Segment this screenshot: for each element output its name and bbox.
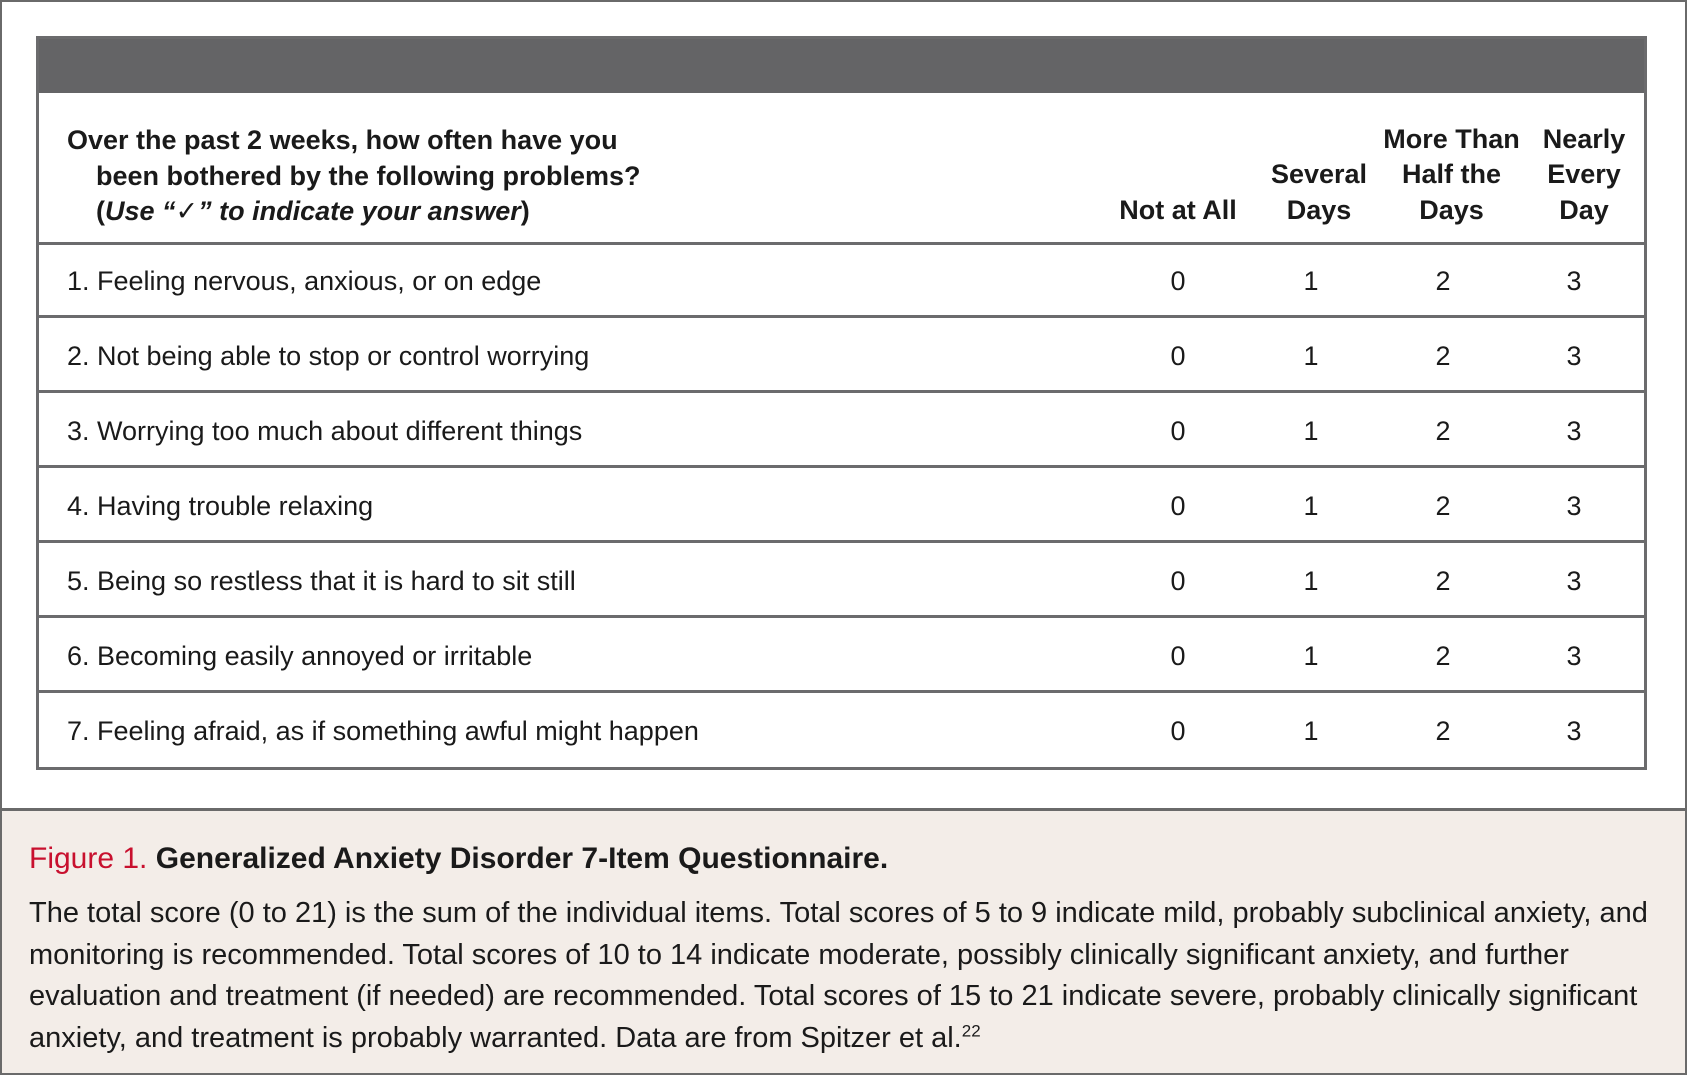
score-not-at-all: 0 <box>1170 266 1186 296</box>
score-nearly-every-day: 3 <box>1566 416 1582 446</box>
table-column-header-row <box>39 93 1644 245</box>
item-label: 2. Not being able to stop or control worrying <box>67 341 590 371</box>
score-several-days: 1 <box>1303 416 1319 446</box>
reference-superscript: 22 <box>961 1020 981 1040</box>
table-row <box>39 245 1644 318</box>
table-row <box>39 470 1644 543</box>
figure-label: Figure 1. <box>29 842 148 875</box>
score-more-than-half: 2 <box>1435 641 1451 671</box>
score-more-than-half: 2 <box>1435 491 1451 521</box>
score-more-than-half: 2 <box>1435 416 1451 446</box>
score-nearly-every-day: 3 <box>1566 566 1582 596</box>
column-header-nearly-every-day: Nearly Every Day <box>1542 123 1626 225</box>
score-several-days: 1 <box>1303 566 1319 596</box>
question-line-1: Over the past 2 weeks, how often have you <box>67 125 618 155</box>
score-several-days: 1 <box>1303 491 1319 521</box>
caption-body <box>29 893 1659 1059</box>
score-more-than-half: 2 <box>1435 341 1451 371</box>
score-not-at-all: 0 <box>1170 416 1186 446</box>
question-line-2: been bothered by the following problems? <box>96 160 641 191</box>
table-header-bar <box>39 39 1644 93</box>
score-nearly-every-day: 3 <box>1566 266 1582 296</box>
figure-caption <box>2 808 1685 1073</box>
score-not-at-all: 0 <box>1170 491 1186 521</box>
score-not-at-all: 0 <box>1170 341 1186 371</box>
item-label: 3. Worrying too much about different things <box>67 416 583 446</box>
question-line-3: (Use “✓” to indicate your answer) <box>96 196 530 226</box>
item-label: 1. Feeling nervous, anxious, or on edge <box>67 266 542 296</box>
table-row <box>39 320 1644 393</box>
score-nearly-every-day: 3 <box>1566 491 1582 521</box>
score-not-at-all: 0 <box>1170 716 1186 746</box>
score-several-days: 1 <box>1303 266 1319 296</box>
score-nearly-every-day: 3 <box>1566 341 1582 371</box>
column-header-more-than-half: More Than Half the Days <box>1383 123 1520 225</box>
item-label: 7. Feeling afraid, as if something awful might happen <box>67 716 699 746</box>
score-nearly-every-day: 3 <box>1566 641 1582 671</box>
question-prompt <box>67 123 641 230</box>
score-more-than-half: 2 <box>1435 716 1451 746</box>
item-label: 6. Becoming easily annoyed or irritable <box>67 641 533 671</box>
score-not-at-all: 0 <box>1170 566 1186 596</box>
item-label: 4. Having trouble relaxing <box>67 491 374 521</box>
table-row <box>39 395 1644 468</box>
figure-title: Generalized Anxiety Disorder 7-Item Questionnaire. <box>155 842 889 875</box>
table-row <box>39 545 1644 618</box>
question-instruction: Use “✓” to indicate your answer <box>105 196 521 226</box>
item-label: 5. Being so restless that it is hard to sit still <box>67 566 576 596</box>
table-row <box>39 695 1644 768</box>
score-several-days: 1 <box>1303 716 1319 746</box>
table-row <box>39 620 1644 693</box>
questionnaire-table <box>36 36 1647 770</box>
score-more-than-half: 2 <box>1435 566 1451 596</box>
score-nearly-every-day: 3 <box>1566 716 1582 746</box>
column-header-several-days: Several Days <box>1270 159 1368 225</box>
column-header-not-at-all: Not at All <box>1119 194 1237 225</box>
score-more-than-half: 2 <box>1435 266 1451 296</box>
caption-title <box>29 841 888 877</box>
score-not-at-all: 0 <box>1170 641 1186 671</box>
caption-text: The total score (0 to 21) is the sum of the individual items. Total scores of 5 to 9 indicate mild, probably subclinical anxiety, and monitoring is recommended. Total scores of 10 to 14 indicate moderate, possibly clinically significant anxiety, and further evaluation and treatment (if needed) are recommended. Total scores of 15 to 21 indicate severe, probably clinically significant anxiety, and treatment is probably warranted. Data are from Spitzer et al. <box>29 897 1648 1054</box>
score-several-days: 1 <box>1303 341 1319 371</box>
score-several-days: 1 <box>1303 641 1319 671</box>
